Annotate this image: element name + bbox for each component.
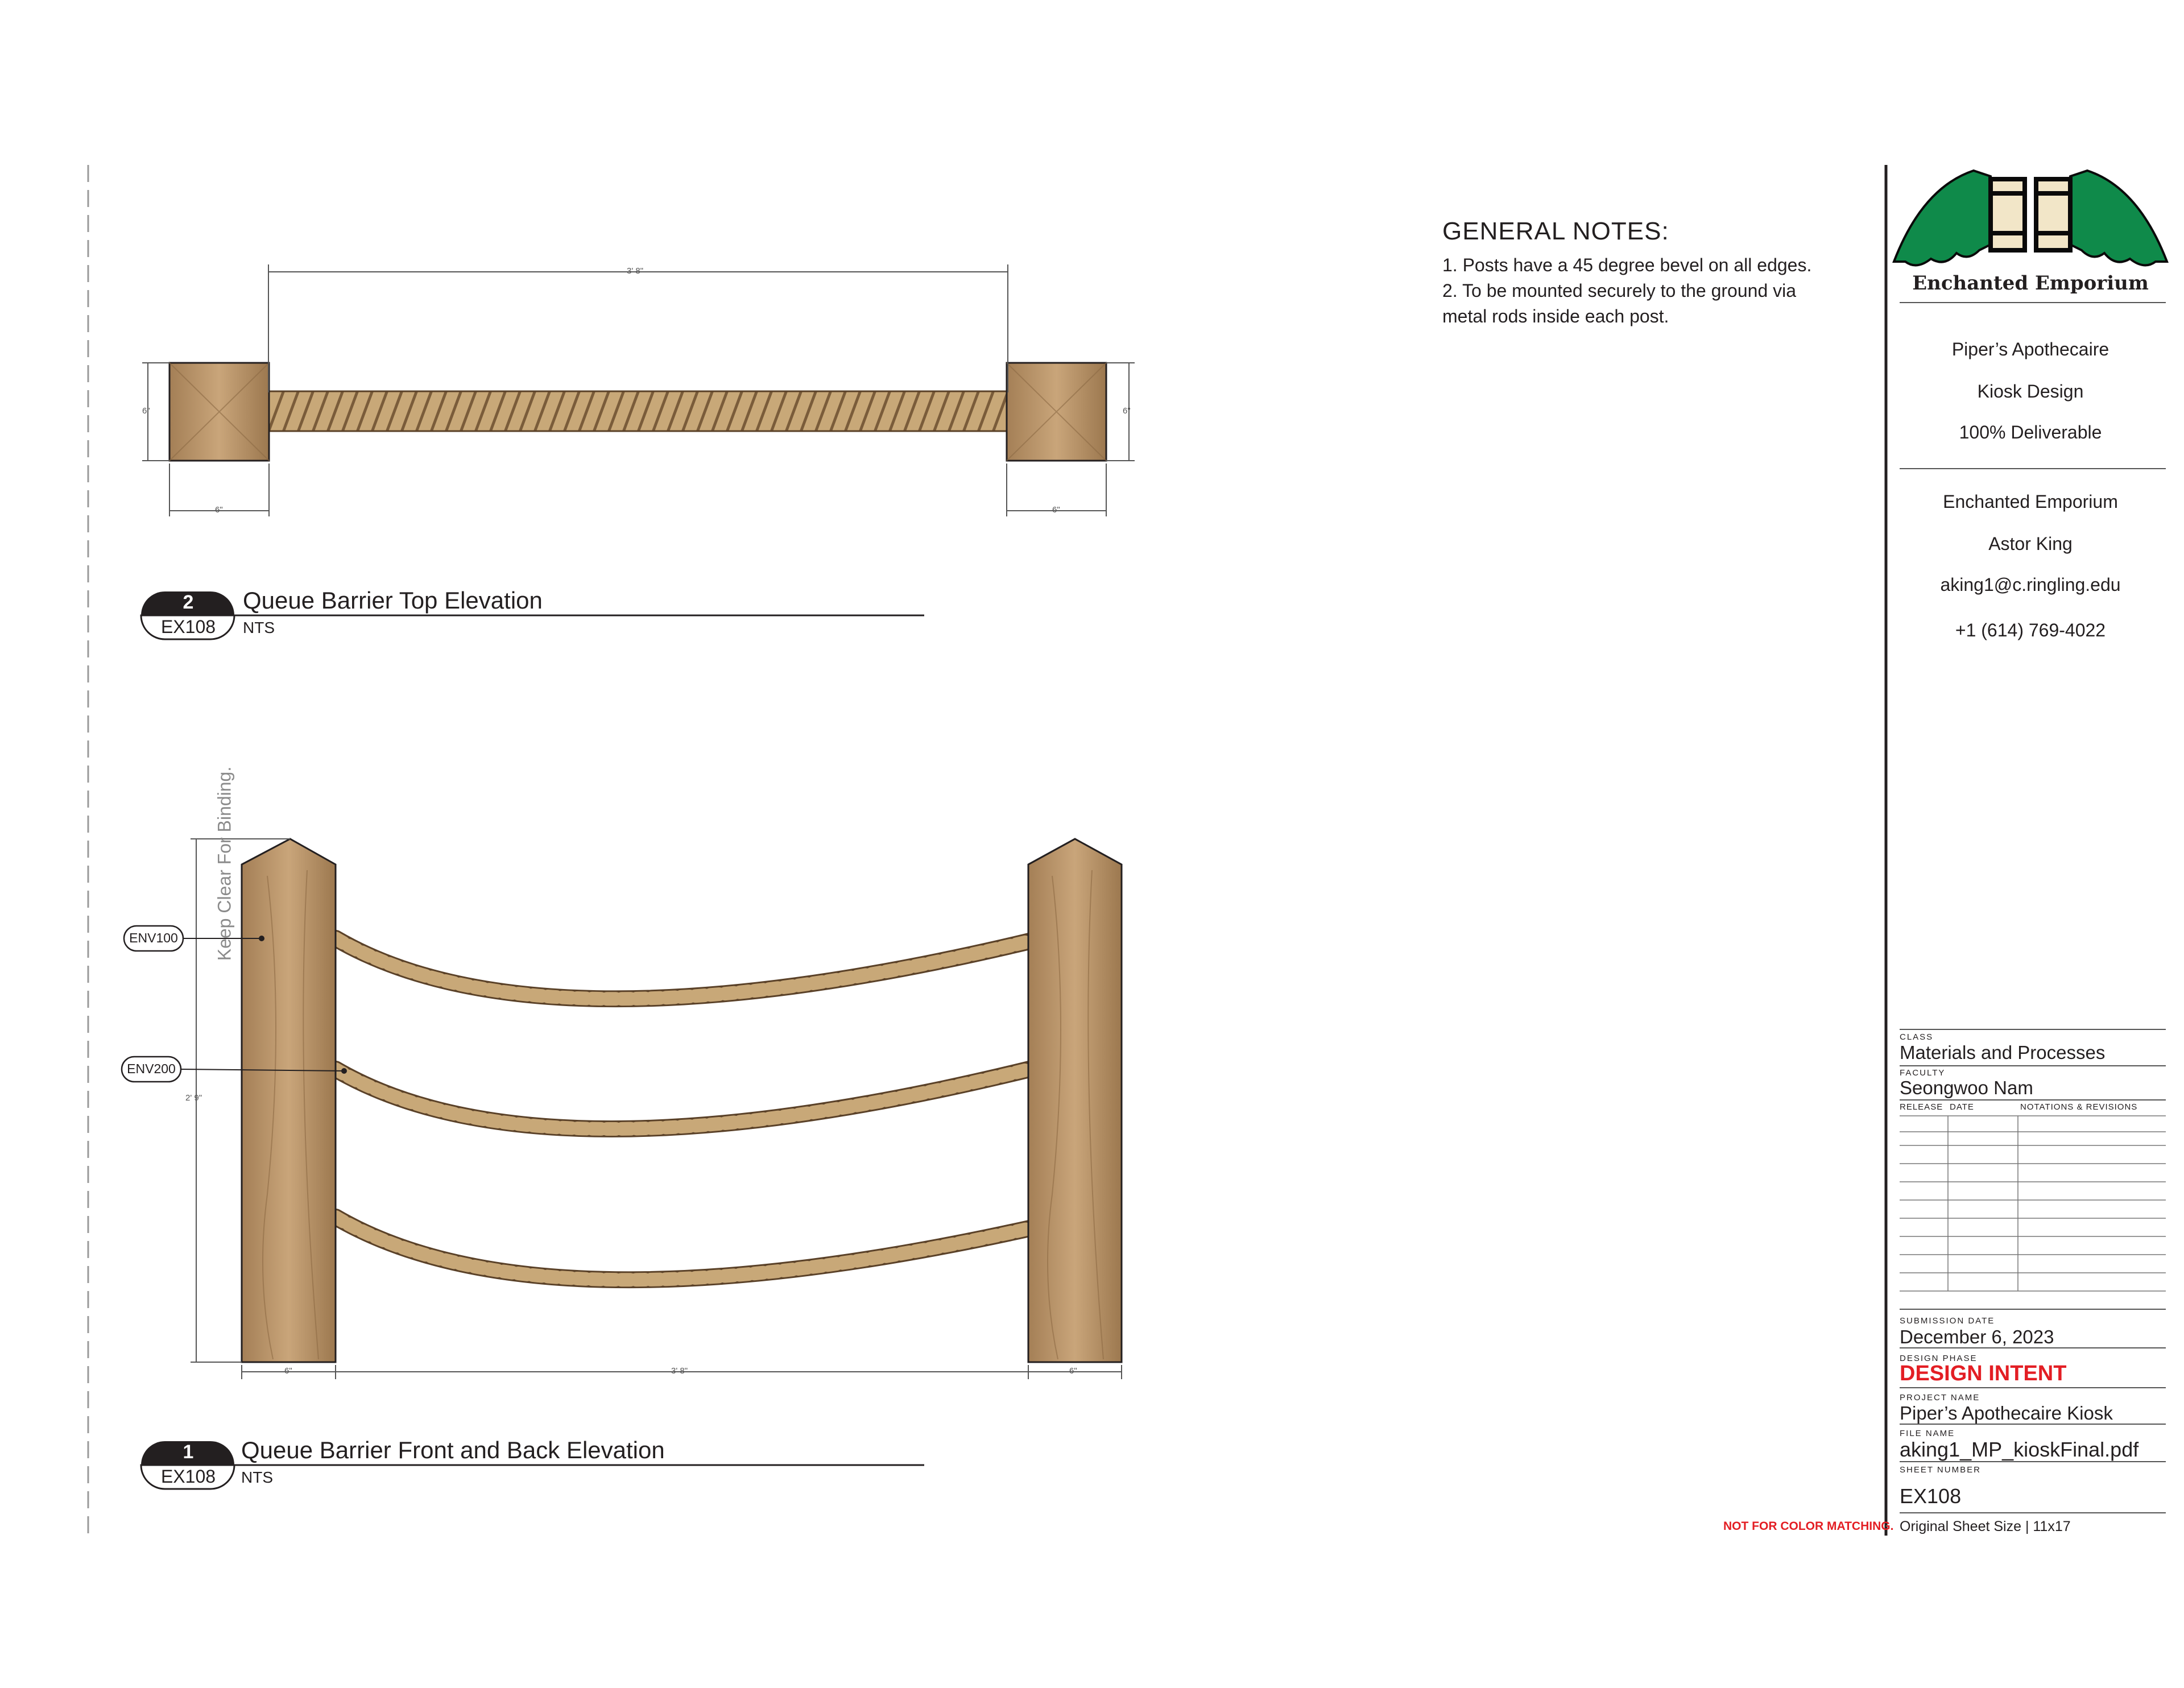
- general-note-line: metal rods inside each post.: [1442, 306, 1669, 326]
- revision-header-notes: NOTATIONS & REVISIONS: [2020, 1102, 2138, 1112]
- submission-label: SUBMISSION DATE: [1900, 1316, 1995, 1326]
- revision-header-date: DATE: [1950, 1102, 1974, 1112]
- logo-graphic: [1894, 171, 2167, 265]
- front-elevation-view: [122, 839, 1122, 1379]
- project-line: 100% Deliverable: [1959, 422, 2102, 442]
- color-warning: NOT FOR COLOR MATCHING.: [1723, 1520, 1894, 1533]
- dim-front-span: 3' 8": [671, 1366, 688, 1376]
- general-note-line: 2. To be mounted securely to the ground via: [1442, 280, 1797, 301]
- front-post-left: [242, 839, 336, 1362]
- phase-label: DESIGN PHASE: [1900, 1354, 1978, 1363]
- project-line: Piper’s Apothecaire: [1951, 339, 2109, 359]
- project-name-value: Piper’s Apothecaire Kiosk: [1900, 1402, 2113, 1424]
- designer-phone: +1 (614) 769-4022: [1955, 620, 2106, 640]
- sheet-number-value: EX108: [1900, 1484, 1962, 1508]
- binding-note: Keep Clear For Binding.: [214, 766, 235, 961]
- view-title-top: Queue Barrier Top Elevation: [243, 587, 543, 614]
- project-name-label: PROJECT NAME: [1900, 1393, 1980, 1402]
- sheet-number-label: SHEET NUMBER: [1900, 1465, 1981, 1475]
- revision-header-release: RELEASE: [1900, 1102, 1943, 1112]
- dim-front-post-w-left: 6": [284, 1366, 292, 1376]
- dim-top-post-w-left: 6": [215, 505, 223, 515]
- view-sheet-front: EX108: [160, 1466, 216, 1487]
- file-name-label: FILE NAME: [1900, 1429, 1955, 1438]
- faculty-value: Seongwoo Nam: [1900, 1077, 2033, 1098]
- material-tag-env200: ENV200: [127, 1061, 176, 1076]
- general-notes-title: GENERAL NOTES:: [1442, 217, 1669, 245]
- view-number-top: 2: [183, 591, 194, 613]
- designer-name: Astor King: [1988, 533, 2073, 554]
- class-value: Materials and Processes: [1900, 1042, 2106, 1063]
- project-line: Kiosk Design: [1977, 381, 2084, 402]
- phase-value: DESIGN INTENT: [1900, 1362, 2067, 1385]
- material-tag-env100: ENV100: [129, 930, 178, 945]
- sheet-size: Original Sheet Size | 11x17: [1900, 1519, 2071, 1534]
- logo-text: Enchanted Emporium: [1912, 272, 2149, 295]
- top-elevation-view: [142, 264, 1135, 516]
- view-scale-top: NTS: [243, 619, 275, 636]
- front-post-right: [1028, 839, 1122, 1362]
- company-name: Enchanted Emporium: [1943, 491, 2118, 512]
- general-note-line: 1. Posts have a 45 degree bevel on all edges.: [1442, 255, 1812, 275]
- dim-front-height: 2' 9": [185, 1093, 202, 1103]
- view-sheet-top: EX108: [160, 617, 216, 637]
- class-label: CLASS: [1900, 1032, 1934, 1042]
- top-rope: [267, 391, 1007, 431]
- file-name-value: aking1_MP_kioskFinal.pdf: [1900, 1438, 2139, 1461]
- view-number-front: 1: [183, 1441, 194, 1463]
- submission-value: December 6, 2023: [1900, 1326, 2054, 1347]
- dim-top-post-h-left: 6": [142, 406, 150, 416]
- view-scale-front: NTS: [241, 1468, 273, 1486]
- revision-table: [1900, 1116, 2166, 1291]
- dim-front-post-w-right: 6": [1069, 1366, 1077, 1376]
- dim-top-post-h-right: 6": [1123, 406, 1131, 416]
- view-title-front: Queue Barrier Front and Back Elevation: [241, 1437, 665, 1463]
- dim-top-post-w-right: 6": [1052, 505, 1060, 515]
- faculty-label: FACULTY: [1900, 1068, 1946, 1078]
- dim-top-span: 3' 8": [627, 266, 644, 276]
- designer-email[interactable]: aking1@c.ringling.edu: [1940, 574, 2121, 595]
